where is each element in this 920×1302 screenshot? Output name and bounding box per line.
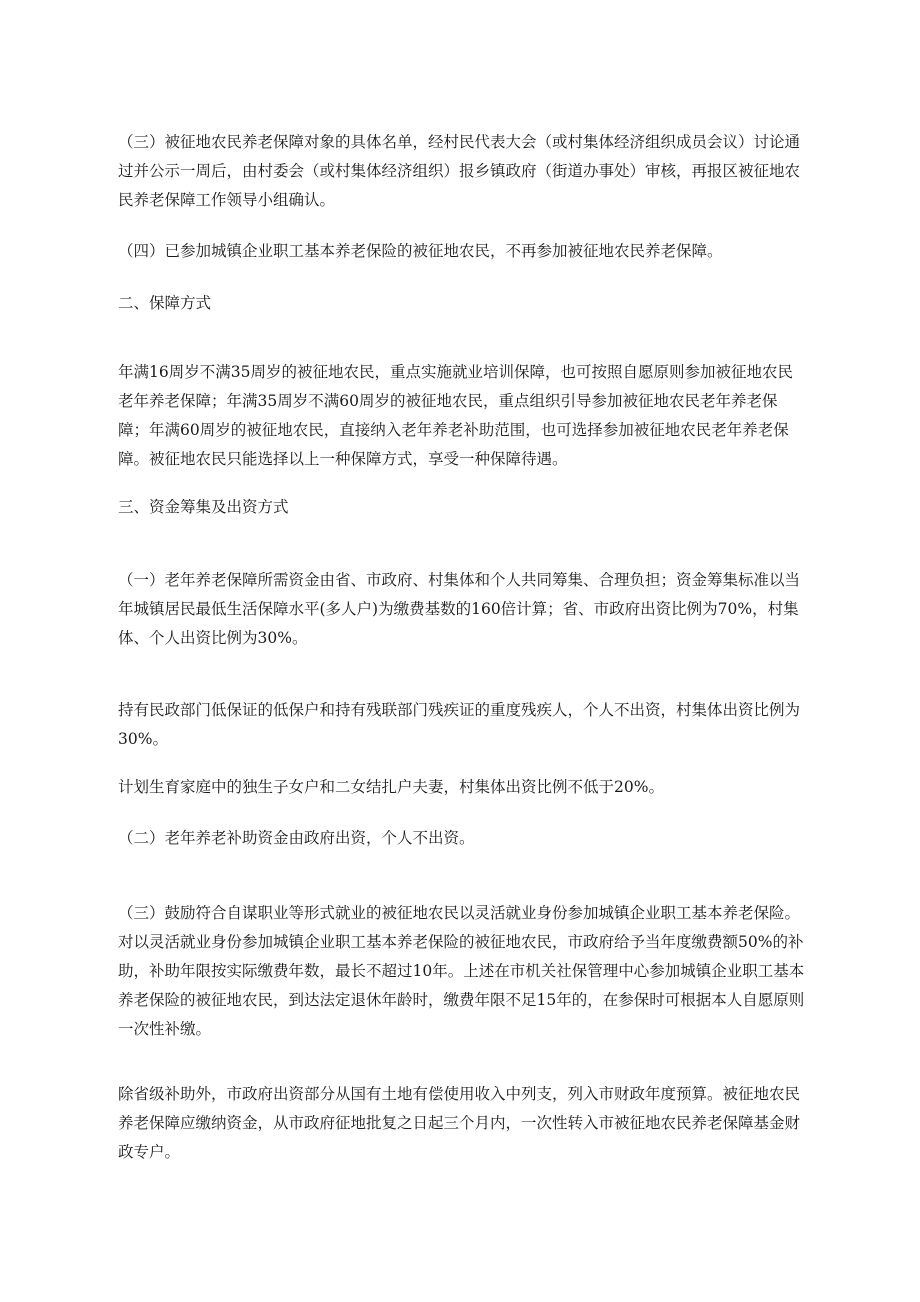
paragraph-7: （二）老年养老补助资金由政府出资，个人不出资。 — [118, 829, 475, 847]
paragraph-3: 年满16周岁不满35周岁的被征地农民，重点实施就业培训保障，也可按照自愿原则参加被征地农民老年养老保障；年满35周岁不满60周岁的被征地农民，重点组织引导参加被征地农民老年养老保障；年满60周岁的被征地农民，直接纳入老年养老补助范围，也可选择参加被征地农民老年养老保障。被征地农民只能选择以上一种保障方式，享受一种保障待遇。 — [118, 363, 793, 468]
paragraph-9: 除省级补助外，市政府出资部分从国有土地有偿使用收入中列支，列入市财政年度预算。被征地农民养老保障应缴纳资金，从市政府征地批复之日起三个月内，一次性转入市被征地农民养老保障基金财政专户。 — [118, 1085, 801, 1161]
paragraph-5: 持有民政部门低保证的低保户和持有残联部门残疾证的重度残疾人，个人不出资，村集体出资比例为30%。 — [118, 701, 801, 748]
paragraph-6: 计划生育家庭中的独生子女户和二女结扎户夫妻，村集体出资比例不低于20%。 — [118, 778, 664, 796]
section-heading-2: 二、保障方式 — [118, 294, 212, 312]
section-heading-3: 三、资金筹集及出资方式 — [118, 498, 289, 516]
paragraph-2: （四）已参加城镇企业职工基本养老保险的被征地农民，不再参加被征地农民养老保障。 — [118, 242, 723, 260]
paragraph-8: （三）鼓励符合自谋职业等形式就业的被征地农民以灵活就业身份参加城镇企业职工基本养老保险。对以灵活就业身份参加城镇企业职工基本养老保险的被征地农民，市政府给予当年度缴费额50%的补助，补助年限按实际缴费年数，最长不超过10年。上述在市机关社保管理中心参加城镇企业职工基本养老保险的被征地农民，到达法定退休年龄时，缴费年限不足15年的，在参保时可根据本人自愿原则一次性补缴。 — [118, 904, 805, 1038]
paragraph-1: （三）被征地农民养老保障对象的具体名单，经村民代表大会（或村集体经济组织成员会议）讨论通过并公示一周后，由村委会（或村集体经济组织）报乡镇政府（街道办事处）审核，再报区被征地农民养老保障工作领导小组确认。 — [118, 133, 801, 209]
paragraph-4: （一）老年养老保障所需资金由省、市政府、村集体和个人共同筹集、合理负担；资金筹集标准以当年城镇居民最低生活保障水平(多人户)为缴费基数的160倍计算；省、市政府出资比例为70%，村集体、个人出资比例为30%。 — [118, 571, 801, 647]
